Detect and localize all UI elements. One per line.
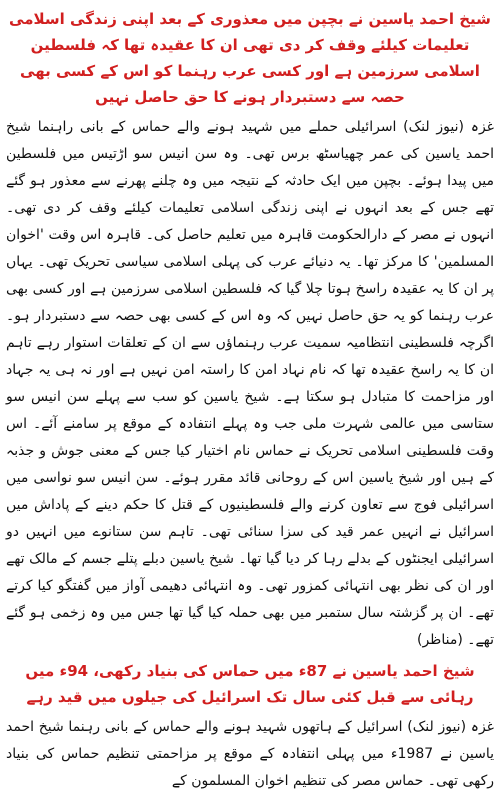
article-body-text: غزہ (نیوز لنک) اسرائیلی حملے میں شہید ہونے والے حماس کے بانی راہنما شیخ احمد یاسین کی عمر چھیاسٹھ برس تھی۔ وہ سن انیس سو اڑتیس میں فلسطین میں پیدا ہوئے۔ بچپن میں ایک حادثہ کے نتیجہ میں وہ چلنے پھرنے سے معذور ہو گئے تھے جس کے بعد انہوں نے اپنی زندگی اسلامی تعلیمات کیلئے وقف کر دی تھی۔ انہوں نے مصر کے دارالحکومت قاہرہ میں تعلیم حاصل کی۔ قاہرہ اس وقت 'اخوان المسلمین' کا مرکز تھا۔ یہ دنیائے عرب کی پہلی اسلامی سیاسی تحریک تھی۔ یہاں پر ان کا یہ عقیدہ راسخ ہوتا چلا گیا کہ فلسطین اسلامی سرزمین ہے اور کسی بھی عرب رہنما کو یہ حق حاصل نہیں کہ وہ اس کے کسی بھی حصہ سے دستبردار ہو۔ اگرچہ فلسطینی انتظامیہ سمیت عرب رہنماؤں سے ان کے تعلقات استوار رہے تاہم ان کا یہ راسخ عقیدہ تھا کہ نام نہاد امن کا راستہ امن نہیں ہے اور نہ ہی یہ جہاد اور مزاحمت کا متبادل ہو سکتا ہے۔ شیخ یاسین کو سب سے پہلے سن انیس سو ستاسی میں عالمی شہرت ملی جب وہ پہلے انتفادہ کے موقع پر سامنے آئے۔ اس وقت فلسطینی اسلامی تحریک نے حماس نام اختیار کیا جس کے معنی جوش و جذبہ کے ہیں اور شیخ یاسین اس کے روحانی قائد مقرر ہوئے۔ سن انیس سو نواسی میں اسرائیلی فوج سے تعاون کرنے والے فلسطینیوں کے قتل کا حکم دینے کے پاداش میں اسرائیل نے انہیں عمر قید کی سزا سنائی تھی۔ تاہم سن ستانوے میں انہیں دو اسرائیلی ایجنٹوں کے بدلے رہا کر دیا گیا تھا۔ شیخ یاسین دبلے پتلے جسم کے مالک تھے اور ان کی نظر بھی انتہائی کمزور تھی۔ وہ انتہائی دھیمی آواز میں گفتگو کیا کرتے تھے۔ ان پر گزشتہ سال ستمبر میں بھی حملہ کیا گیا تھا جس میں وہ زخمی ہو گئے تھے۔ xyxy=(6,119,494,648)
article-headline: شیخ احمد یاسین نے بچپن میں معذوری کے بعد اپنی زندگی اسلامی تعلیمات کیلئے وقف کر دی تھی ان کا عقیدہ تھا کہ فلسطین اسلامی سرزمین ہے اور کسی عرب رہنما کو اس کے کسی بھی حصہ سے دستبردار ہونے کا حق حاصل نہیں xyxy=(9,10,491,106)
second-article-body: غزہ (نیوز لنک) اسرائیل کے ہاتھوں شہید ہونے والے حماس کے بانی رہنما شیخ احمد یاسین نے 1987ء میں پہلی انتفادہ کے موقع پر مزاحمتی تنظیم حماس کی بنیاد رکھی تھی۔ حماس مصر کی تنظیم اخوان المسلمون کے xyxy=(6,719,494,789)
article-body xyxy=(6,114,494,654)
article-credit: (مناظر) xyxy=(417,632,463,648)
second-article-headline: شیخ احمد یاسین نے 87ء میں حماس کی بنیاد رکھی، 94ء میں رہائی سے قبل کئی سال تک اسرائیل کی جیلوں میں قید رہے xyxy=(25,662,475,706)
